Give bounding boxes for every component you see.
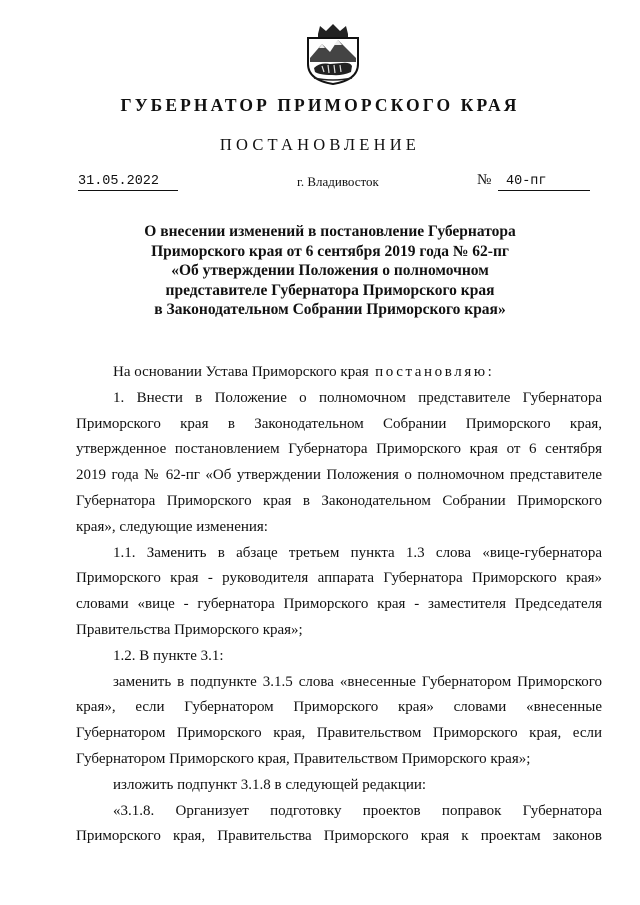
- document-title: [110, 222, 550, 320]
- body-line: края», если Губернатором Приморского края» словами «внесенные: [76, 699, 602, 716]
- title-line: «Об утверждении Положения о полномочном: [171, 262, 489, 279]
- body-line: Губернатора Приморского края в Законодательном Собрании Приморского: [76, 492, 602, 509]
- body-line: Правительства Приморского края»;: [76, 621, 303, 638]
- document-type-heading: ПОСТАНОВЛЕНИЕ: [219, 135, 421, 154]
- resolution-word: постановляю:: [368, 364, 495, 380]
- body-line: Приморского края - руководителя аппарата Губернатора Приморского края»: [76, 570, 602, 587]
- body-line: 2019 года № 62-пг «Об утверждении Положения о полномочном представителе: [76, 467, 602, 484]
- body-line: заменить в подпункте 3.1.5 слова «внесенные Губернатором Приморского: [113, 673, 602, 690]
- preamble-text: На основании Устава Приморского края: [113, 364, 369, 380]
- body-line: [76, 360, 602, 386]
- document-date: 31.05.2022: [78, 174, 178, 191]
- body-line: Приморского края в Законодательном Собрании Приморского края,: [76, 415, 602, 432]
- body-line: Приморского края, Правительства Приморского края к проектам законов: [76, 828, 602, 845]
- body-line: 1.2. В пункте 3.1:: [113, 647, 224, 664]
- body-line: изложить подпункт 3.1.8 в следующей редакции:: [113, 776, 427, 793]
- body-line: Губернатором Приморского края, Правительством Приморского края»;: [76, 750, 531, 767]
- body-line: 1. Внести в Положение о полномочном представителе Губернатора: [113, 389, 602, 406]
- body-line: Губернатором Приморского края, Правительством Приморского края, если: [76, 725, 602, 742]
- title-line: в Законодательном Собрании Приморского края»: [154, 301, 506, 318]
- document-number: 40-пг: [498, 174, 590, 191]
- body-line: словами «вице - губернатора Приморского края - заместителя Председателя: [76, 596, 602, 613]
- title-line: представителе Губернатора Приморского края: [165, 281, 495, 299]
- document-city: г. Владивосток: [297, 174, 379, 189]
- coat-of-arms-emblem: [302, 22, 364, 86]
- body-line: края», следующие изменения:: [76, 518, 268, 535]
- body-line: «3.1.8. Организует подготовку проектов поправок Губернатора: [113, 802, 602, 819]
- issuer-heading: ГУБЕРНАТОР ПРИМОРСКОГО КРАЯ: [120, 95, 520, 115]
- document-number-label: №: [477, 172, 492, 188]
- body-line: утвержденное постановлением Губернатора Приморского края от 6 сентября: [76, 441, 602, 458]
- body-line: 1.1. Заменить в абзаце третьем пункта 1.3 слова «вице-губернатора: [113, 544, 602, 561]
- title-line: О внесении изменений в постановление Губернатора: [144, 223, 516, 240]
- title-line: Приморского края от 6 сентября 2019 года № 62-пг: [151, 242, 509, 260]
- document-body: [76, 360, 602, 850]
